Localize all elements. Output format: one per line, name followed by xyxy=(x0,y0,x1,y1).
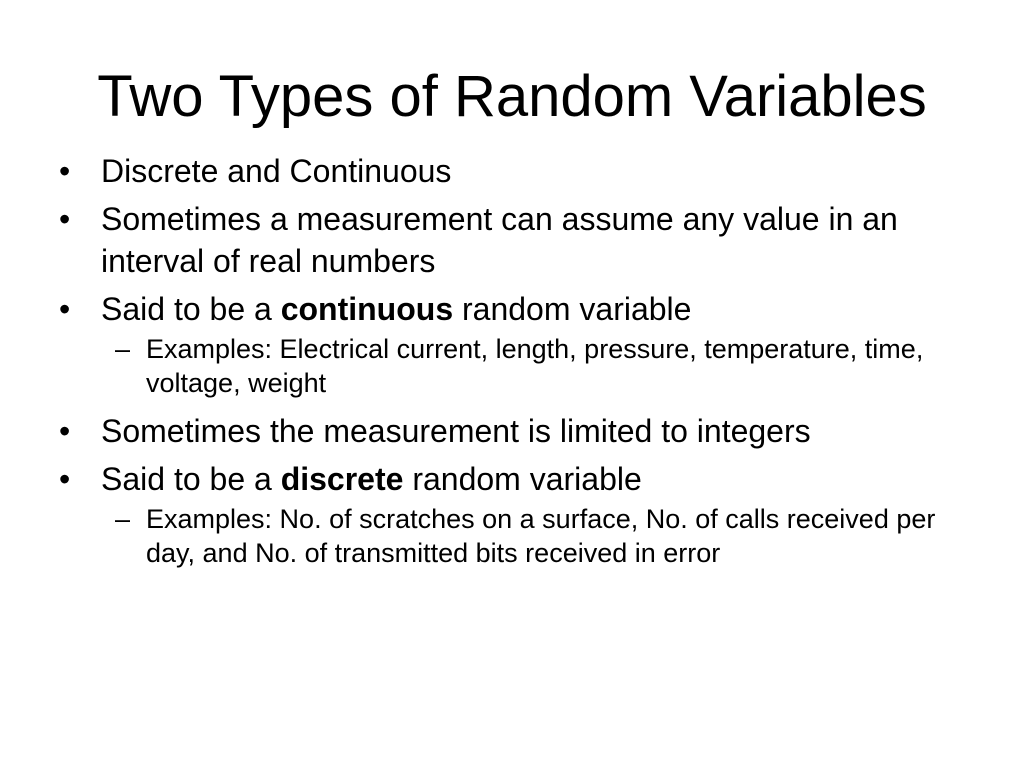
bullet-text: Discrete and Continuous xyxy=(101,153,452,189)
bullet-item-discrete-definition xyxy=(55,458,975,500)
bullet-text: Sometimes a measurement can assume any value in an interval of real numbers xyxy=(101,201,898,279)
bullet-icon: • xyxy=(59,413,71,449)
bullet-item-discrete-continuous xyxy=(55,150,975,192)
bullet-icon: • xyxy=(59,201,71,237)
dash-icon: – xyxy=(115,334,131,364)
sub-bullet-text: Examples: Electrical current, length, pressure, temperature, time, voltage, weight xyxy=(146,334,924,398)
bullet-text-suffix: random variable xyxy=(453,291,692,327)
slide-title: Two Types of Random Variables xyxy=(97,64,927,129)
bullet-item-continuous-definition xyxy=(55,288,975,330)
bullet-icon: • xyxy=(59,461,71,497)
bullet-item-measurement-any-value xyxy=(55,198,975,282)
bullet-text: Sometimes the measurement is limited to integers xyxy=(101,413,811,449)
bullet-list xyxy=(55,150,975,580)
bullet-text-suffix: random variable xyxy=(403,461,642,497)
bullet-text-prefix: Said to be a xyxy=(101,461,281,497)
sub-bullet-text: Examples: No. of scratches on a surface, No. of calls received per day, and No. of transmitted bits received in error xyxy=(146,504,936,568)
sub-bullet-continuous-examples xyxy=(55,332,975,400)
bullet-text-emphasis: continuous xyxy=(280,291,454,327)
bullet-item-limited-integers xyxy=(55,410,975,452)
dash-icon: – xyxy=(115,504,131,534)
bullet-icon: • xyxy=(59,153,71,189)
sub-bullet-discrete-examples xyxy=(55,502,975,570)
bullet-icon: • xyxy=(59,291,71,327)
bullet-text-emphasis: discrete xyxy=(280,461,404,497)
bullet-text-prefix: Said to be a xyxy=(101,291,281,327)
